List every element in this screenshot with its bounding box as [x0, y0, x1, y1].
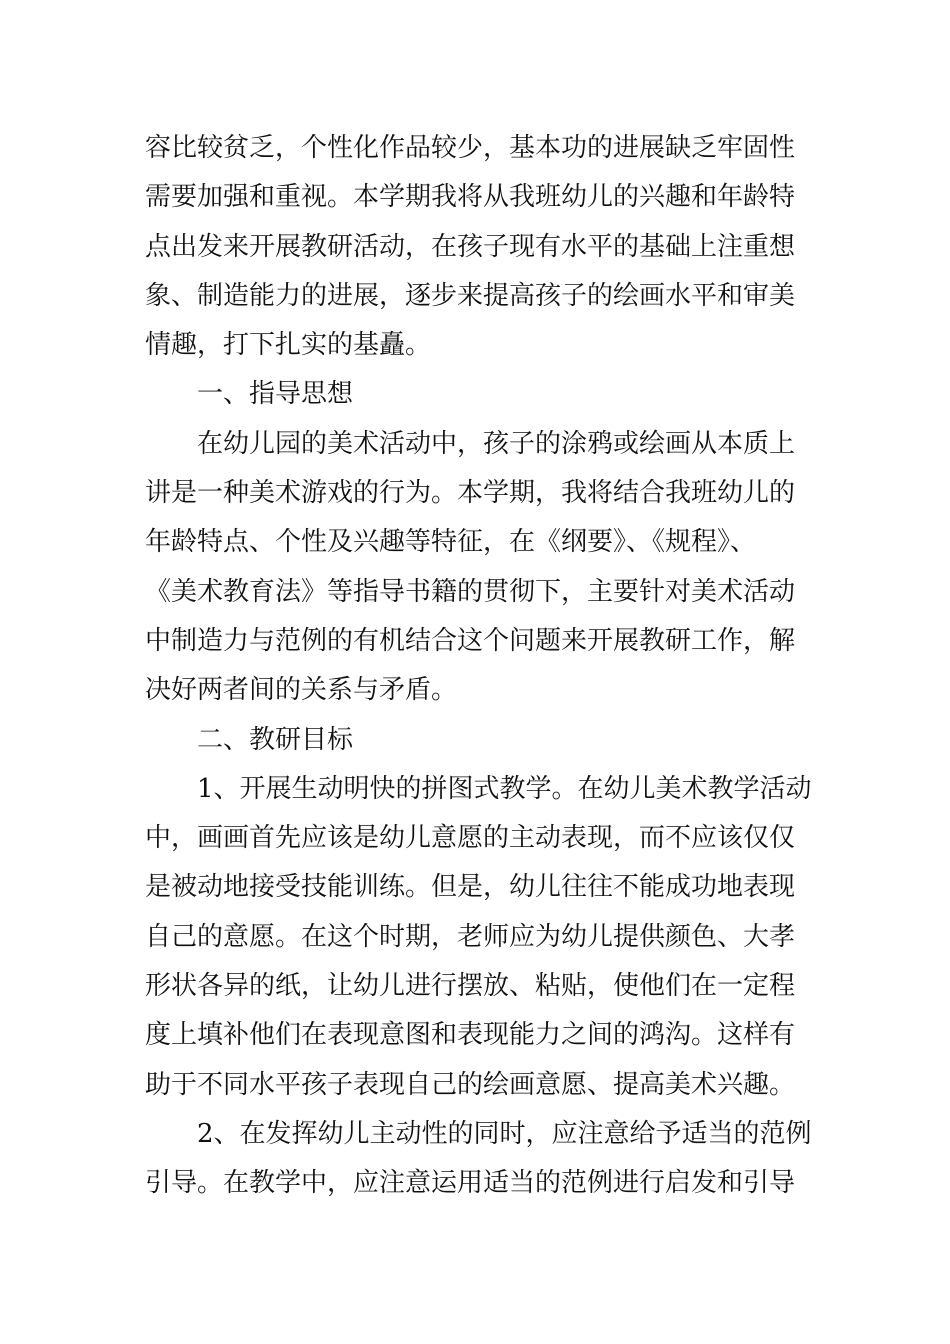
text-line: 度上填补他们在表现意图和表现能力之间的鸿沟。这样有	[145, 1020, 796, 1051]
text-line: 中，画画首先应该是幼儿意愿的主动表现，而不应该仅仅	[145, 823, 796, 854]
text-line: 是被动地接受技能训练。但是，幼儿往往不能成功地表现	[145, 872, 796, 903]
paragraph-first-line: 2、在发挥幼儿主动性的同时，应注意给予适当的范例	[197, 1118, 812, 1149]
text-line: 容比较贫乏，个性化作品较少，基本功的进展缺乏牢固性	[145, 133, 796, 163]
text-line: 自己的意愿。在这个时期，老师应为幼儿提供颜色、大孝	[145, 921, 796, 952]
section-heading: 二、教研目标	[197, 724, 354, 755]
text-line: 情趣，打下扎实的基矗。	[145, 330, 432, 361]
text-line: 讲是一种美术游戏的行为。本学期，我将结合我班幼儿的	[145, 478, 796, 509]
text-line: 引导。在教学中，应注意运用适当的范例进行启发和引导	[145, 1168, 796, 1199]
text-line: 助于不同水平孩子表现自己的绘画意愿、提高美术兴趣。	[145, 1069, 796, 1100]
text-line: 《美术教育法》等指导书籍的贯彻下，主要针对美术活动	[145, 576, 796, 607]
text-line: 形状各异的纸，让幼儿进行摆放、粘贴，使他们在一定程	[145, 971, 796, 1002]
text-line: 点出发来开展教研活动，在孩子现有水平的基础上注重想	[145, 231, 796, 262]
text-line: 中制造力与范例的有机结合这个问题来开展教研工作，解	[145, 625, 796, 656]
paragraph-first-line: 1、开展生动明快的拼图式教学。在幼儿美术教学活动	[197, 773, 812, 804]
section-heading: 一、指导思想	[197, 379, 354, 410]
text-line: 年龄特点、个性及兴趣等特征，在《纲要》、《规程》、	[145, 527, 757, 558]
paragraph-first-line: 在幼儿园的美术活动中，孩子的涂鸦或绘画从本质上	[197, 428, 796, 459]
document-body	[145, 124, 810, 1209]
text-line: 决好两者间的关系与矛盾。	[145, 675, 458, 706]
text-line: 需要加强和重视。本学期我将从我班幼儿的兴趣和年龄特	[145, 182, 796, 213]
text-line: 象、制造能力的进展，逐步来提高孩子的绘画水平和审美	[145, 280, 796, 311]
